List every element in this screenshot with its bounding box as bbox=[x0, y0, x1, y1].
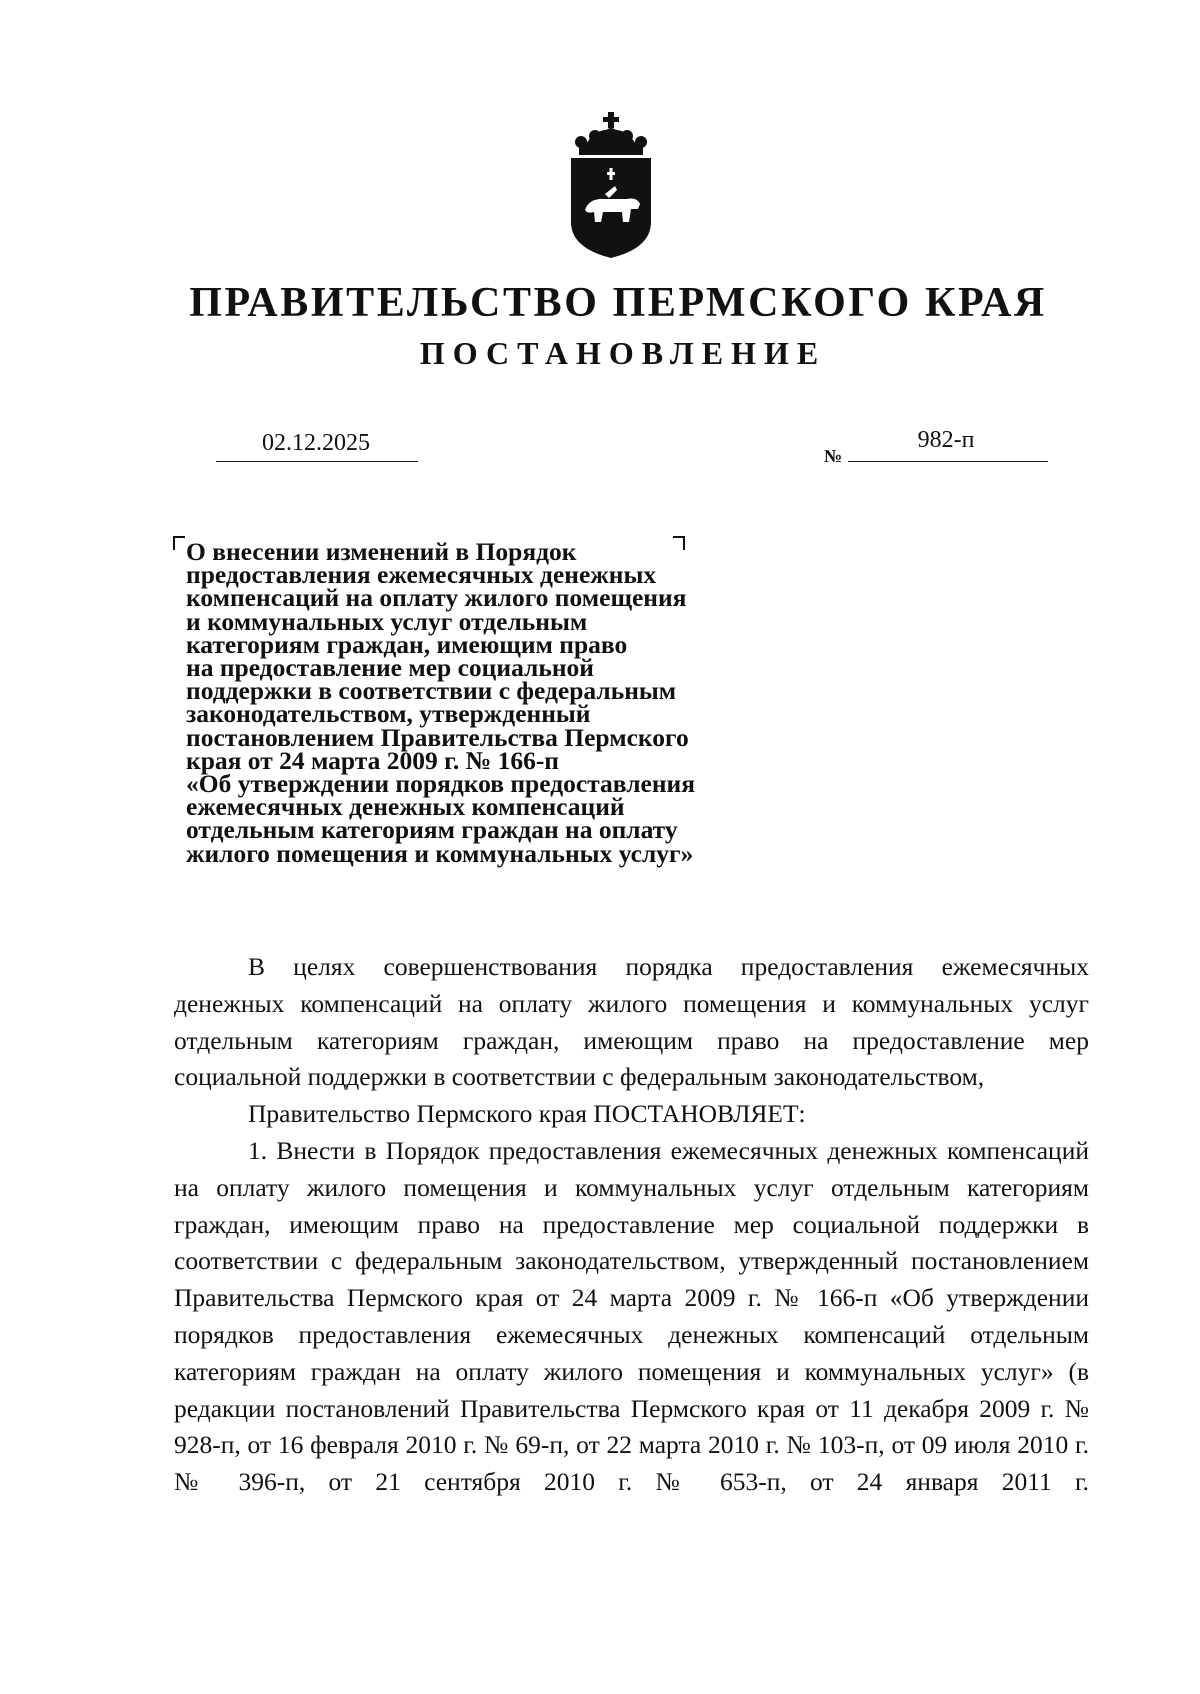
document-number: 982-п bbox=[917, 427, 975, 453]
title-line: края от 24 марта 2009 г. № 166-п bbox=[186, 745, 559, 775]
title-line: компенсаций на оплату жилого помещения bbox=[186, 583, 687, 613]
title-line: законодательством, утвержденный bbox=[186, 699, 591, 729]
title-line: жилого помещения и коммунальных услуг» bbox=[186, 838, 694, 868]
document-body bbox=[174, 949, 1089, 1501]
title-line: категориям граждан, имеющим право bbox=[186, 629, 628, 659]
title-line: поддержки в соответствии с федеральным bbox=[186, 676, 677, 706]
document-date: 02.12.2025 bbox=[262, 430, 370, 456]
title-line: и коммунальных услуг отдельным bbox=[186, 606, 588, 636]
title-line: на предоставление мер социальной bbox=[186, 653, 594, 683]
document-title bbox=[186, 537, 786, 868]
organization-name: ПРАВИТЕЛЬСТВО ПЕРМСКОГО КРАЯ bbox=[189, 280, 1047, 326]
title-line: постановлением Правительства Пермского bbox=[186, 722, 689, 752]
title-line: предоставления ежемесячных денежных bbox=[186, 560, 657, 590]
document-type: ПОСТАНОВЛЕНИЕ bbox=[419, 335, 827, 371]
title-line: отдельным категориям граждан на оплату bbox=[186, 815, 678, 845]
number-underline bbox=[848, 461, 1048, 462]
title-line: «Об утверждении порядков предоставления bbox=[186, 769, 696, 799]
item-1-paragraph: 1. Внести в Порядок предоставления ежемесячных денежных компенсаций на оплату жилого помещения и коммунальных услуг отдельным категориям граждан, имеющим право на предоставление мер социальной поддержки в соответствии с федеральным законодательством, утвержденный постановлением Правительства Пермского края от 24 марта 2009 г. № 166-п «Об утверждении порядков предоставления ежемесячных денежных компенсаций отдельным категориям граждан на оплату жилого помещения и коммунальных услуг» (в редакции постановлений Правительства Пермского края от 11 декабря 2009 г. № 928-п, от 16 февраля 2010 г. № 69-п, от 22 марта 2010 г. № 103-п, от 09 июля 2010 г. № 396-п, от 21 сентября 2010 г. № 653-п, от 24 января 2011 г. bbox=[174, 1135, 1089, 1497]
title-line: О внесении изменений в Порядок bbox=[186, 537, 577, 566]
preamble-paragraph: В целях совершенствования порядка предоставления ежемесячных денежных компенсаций на оплату жилого помещения и коммунальных услуг отдельным категориям граждан, имеющим право на предоставление мер социальной поддержки в соответствии с федеральным законодательством, bbox=[174, 952, 1089, 1092]
date-underline bbox=[216, 461, 418, 462]
resolution-paragraph: Правительство Пермского края ПОСТАНОВЛЯЕТ: bbox=[248, 1099, 806, 1129]
number-label: № bbox=[824, 446, 843, 466]
coat-of-arms-icon bbox=[565, 110, 657, 260]
title-bracket-left bbox=[173, 536, 185, 550]
title-line: ежемесячных денежных компенсаций bbox=[186, 792, 625, 822]
